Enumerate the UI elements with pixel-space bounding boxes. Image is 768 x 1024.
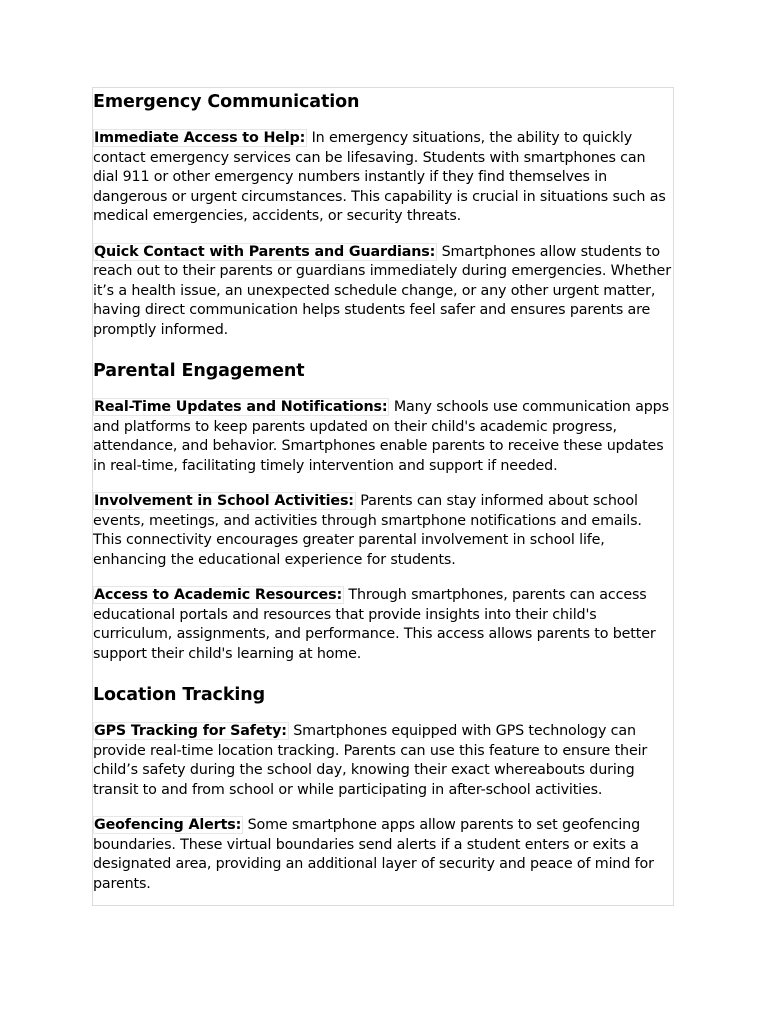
term-real-time-updates: Real-Time Updates and Notifications: xyxy=(94,399,388,415)
section-heading-location-tracking: Location Tracking xyxy=(93,685,266,705)
paragraph-academic-resources xyxy=(93,586,673,664)
term-geofencing: Geofencing Alerts: xyxy=(94,817,242,833)
term-immediate-access: Immediate Access to Help: xyxy=(94,130,306,146)
paragraph-gps-tracking xyxy=(93,722,673,800)
paragraph-text: Through smartphones, parents can access educational portals and resources that provide insights into their child's curriculum, assignments, and performance. This access allows parents to better support their child's learning at home. xyxy=(93,587,656,662)
document-page xyxy=(92,87,674,906)
paragraph-quick-contact xyxy=(93,243,673,341)
section-heading-emergency-communication: Emergency Communication xyxy=(93,92,360,112)
term-gps-tracking: GPS Tracking for Safety: xyxy=(94,723,287,739)
term-academic-resources: Access to Academic Resources: xyxy=(94,587,343,603)
section-heading-parental-engagement: Parental Engagement xyxy=(93,361,305,381)
paragraph-immediate-access xyxy=(93,129,673,227)
paragraph-real-time-updates xyxy=(93,398,673,476)
paragraph-text: Many schools use communication apps and platforms to keep parents updated on their child's academic progress, attendance, and behavior. Smartphones enable parents to receive these updates in real-time, facilitating timely intervention and support if needed. xyxy=(93,399,669,474)
document-body xyxy=(93,88,673,894)
paragraph-text: In emergency situations, the ability to quickly contact emergency services can be lifesaving. Students with smartphones can dial 911 or other emergency numbers instantly if they find themselves in dangerous or urgent circumstances. This capability is crucial in situations such as medical emergencies, accidents, or security threats. xyxy=(93,130,666,224)
term-involvement: Involvement in School Activities: xyxy=(94,493,354,509)
paragraph-text: Smartphones equipped with GPS technology can provide real-time location tracking. Parents can use this feature to ensure their child’s safety during the school day, knowing their exact whereabouts during transit to and from school or while participating in after-school activities. xyxy=(93,723,648,798)
paragraph-text: Smartphones allow students to reach out to their parents or guardians immediately during emergencies. Whether it’s a health issue, an unexpected schedule change, or any other urgent matter, having direct communication helps students feel safer and ensures parents are promptly informed. xyxy=(93,243,671,338)
paragraph-text: Parents can stay informed about school events, meetings, and activities through smartphone notifications and emails. This connectivity encourages greater parental involvement in school life, enhancing the educational experience for students. xyxy=(93,493,642,568)
paragraph-involvement xyxy=(93,492,673,570)
paragraph-text: Some smartphone apps allow parents to set geofencing boundaries. These virtual boundaries send alerts if a student enters or exits a designated area, providing an additional layer of security and peace of mind for parents. xyxy=(93,817,654,892)
term-quick-contact: Quick Contact with Parents and Guardians: xyxy=(94,243,436,260)
paragraph-geofencing xyxy=(93,816,673,894)
